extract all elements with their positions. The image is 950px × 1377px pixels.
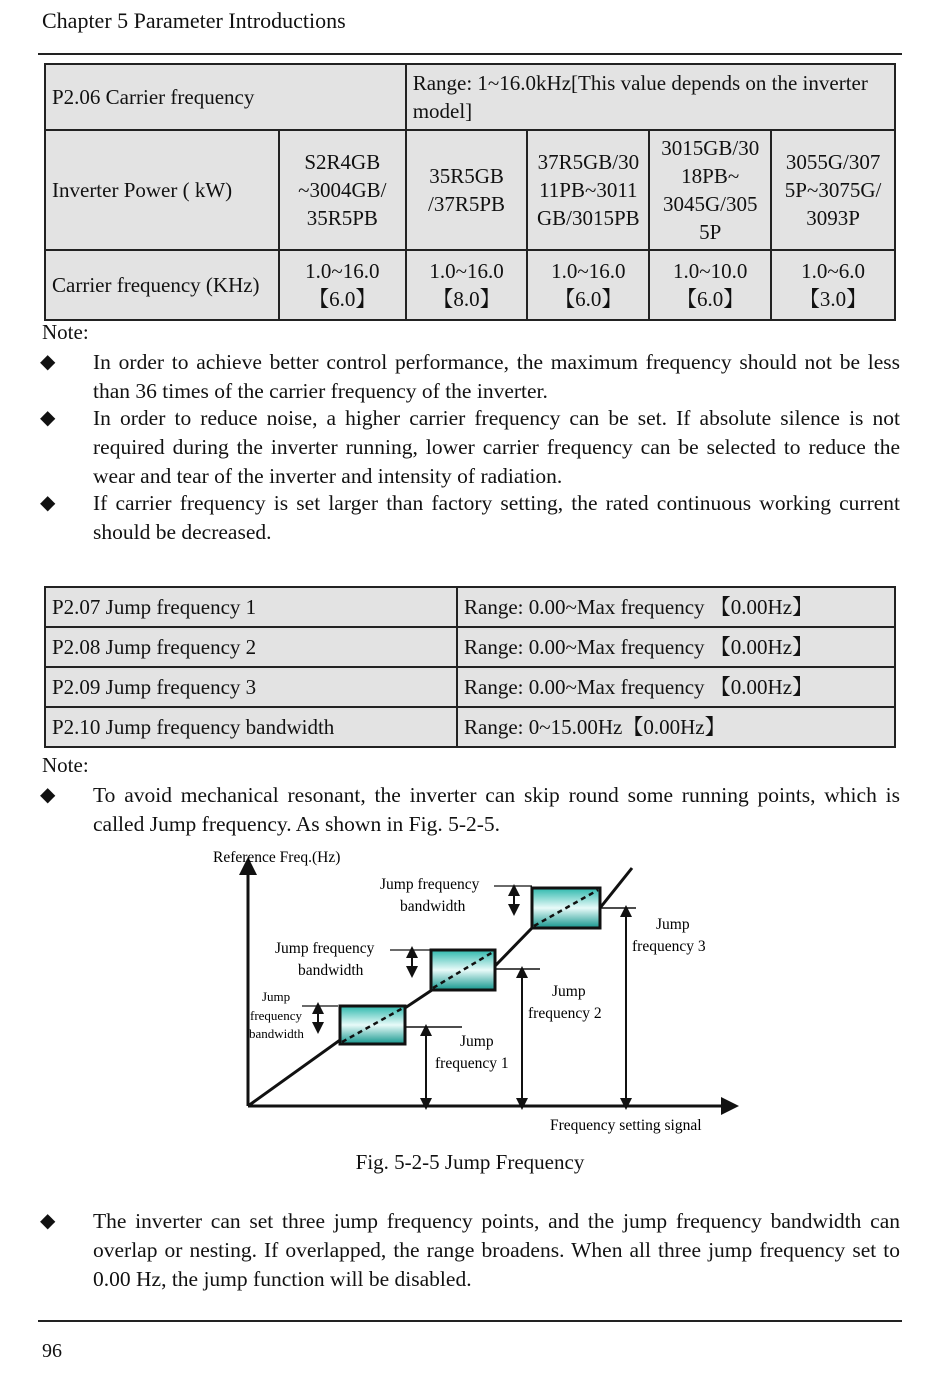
page-header: Chapter 5 Parameter Introductions [42, 8, 346, 33]
jump-frequency-3-label: frequency 3 [632, 938, 706, 955]
jump-param-name: P2.09 Jump frequency 3 [45, 667, 457, 707]
note-bullet: ◆ In order to achieve better control performance, the maximum frequency should not be less than 36 times of the carrier frequency of the inverter. [40, 350, 900, 403]
jump-param-range: Range: 0~15.00Hz【0.00Hz】 [457, 707, 895, 747]
jump-box-2 [431, 950, 495, 990]
diamond-bullet-icon: ◆ [40, 407, 56, 429]
jump-frequency-1-label: Jump [460, 1033, 494, 1050]
bandwidth-label-low: Jump [262, 989, 291, 1004]
carrier-cell: 1.0~16.0 【8.0】 [406, 250, 528, 320]
jump-frequency-figure [0, 840, 950, 1145]
model-cell: 3015GB/30 18PB~ 3045G/305 5P [649, 130, 771, 250]
carrier-label: Carrier frequency (KHz) [45, 250, 279, 320]
note-bullet: ◆ In order to reduce noise, a higher carrier frequency can be set. If absolute silence is not required during the inverter running, lower carrier frequency can be selected to reduce the wear and tear of the inverter and intensity of radiation. [40, 406, 900, 488]
bandwidth-label-top: Jump frequency [380, 876, 480, 893]
note-label: Note: [42, 753, 89, 777]
bandwidth-label-top: bandwidth [400, 898, 466, 915]
x-axis-label: Frequency setting signal [550, 1117, 702, 1134]
jump-param-range: Range: 0.00~Max frequency 【0.00Hz】 [457, 587, 895, 627]
bandwidth-label-mid: bandwidth [298, 962, 364, 979]
diamond-bullet-icon: ◆ [40, 784, 56, 806]
page-number: 96 [42, 1340, 62, 1362]
power-label: Inverter Power ( kW) [45, 130, 279, 250]
jump-param-name: P2.10 Jump frequency bandwidth [45, 707, 457, 747]
carrier-cell: 1.0~10.0 【6.0】 [649, 250, 771, 320]
jump-frequency-2-label: frequency 2 [528, 1005, 602, 1022]
jump-param-name: P2.07 Jump frequency 1 [45, 587, 457, 627]
jump-box-1 [340, 1006, 405, 1044]
final-bullet: ◆ The inverter can set three jump frequency points, and the jump frequency bandwidth can overlap or nesting. If overlapped, the range broadens. When all three jump frequency set to 0.00 Hz, the jump function will be disabled. [40, 1209, 900, 1291]
model-cell: 3055G/307 5P~3075G/ 3093P [771, 130, 895, 250]
carrier-frequency-table [44, 63, 896, 321]
note-label: Note: [42, 320, 89, 344]
model-cell: 35R5GB /37R5PB [406, 130, 528, 250]
diamond-bullet-icon: ◆ [40, 492, 56, 514]
footer-rule [38, 1320, 902, 1322]
note-bullet: ◆ To avoid mechanical resonant, the inverter can skip round some running points, which is called Jump frequency. As shown in Fig. 5-2-5. [40, 783, 900, 836]
bandwidth-label-low: frequency [250, 1008, 302, 1023]
note-bullet: ◆ If carrier frequency is set larger than factory setting, the rated continuous working current should be decreased. [40, 491, 900, 544]
carrier-cell: 1.0~16.0 【6.0】 [527, 250, 649, 320]
carrier-cell: 1.0~16.0 【6.0】 [279, 250, 406, 320]
header-rule [38, 53, 902, 55]
jump-param-name: P2.08 Jump frequency 2 [45, 627, 457, 667]
jump-frequency-1-label: frequency 1 [435, 1055, 509, 1072]
diamond-bullet-icon: ◆ [40, 1210, 56, 1232]
jump-param-range: Range: 0.00~Max frequency 【0.00Hz】 [457, 667, 895, 707]
bandwidth-label-low: bandwidth [249, 1026, 304, 1041]
jump-frequency-3-label: Jump [656, 916, 690, 933]
carrier-cell: 1.0~6.0 【3.0】 [771, 250, 895, 320]
jump-param-range: Range: 0.00~Max frequency 【0.00Hz】 [457, 627, 895, 667]
diamond-bullet-icon: ◆ [40, 351, 56, 373]
param-range: Range: 1~16.0kHz[This value depends on the inverter model] [406, 64, 895, 130]
model-cell: S2R4GB ~3004GB/ 35R5PB [279, 130, 406, 250]
jump-box-3 [532, 888, 600, 928]
y-axis-label: Reference Freq.(Hz) [213, 849, 341, 866]
bandwidth-label-mid: Jump frequency [275, 940, 375, 957]
figure-caption: Fig. 5-2-5 Jump Frequency [355, 1150, 585, 1174]
param-name: P2.06 Carrier frequency [45, 64, 406, 130]
jump-frequency-2-label: Jump [552, 983, 586, 1000]
jump-frequency-table [44, 586, 896, 748]
model-cell: 37R5GB/30 11PB~3011 GB/3015PB [527, 130, 649, 250]
